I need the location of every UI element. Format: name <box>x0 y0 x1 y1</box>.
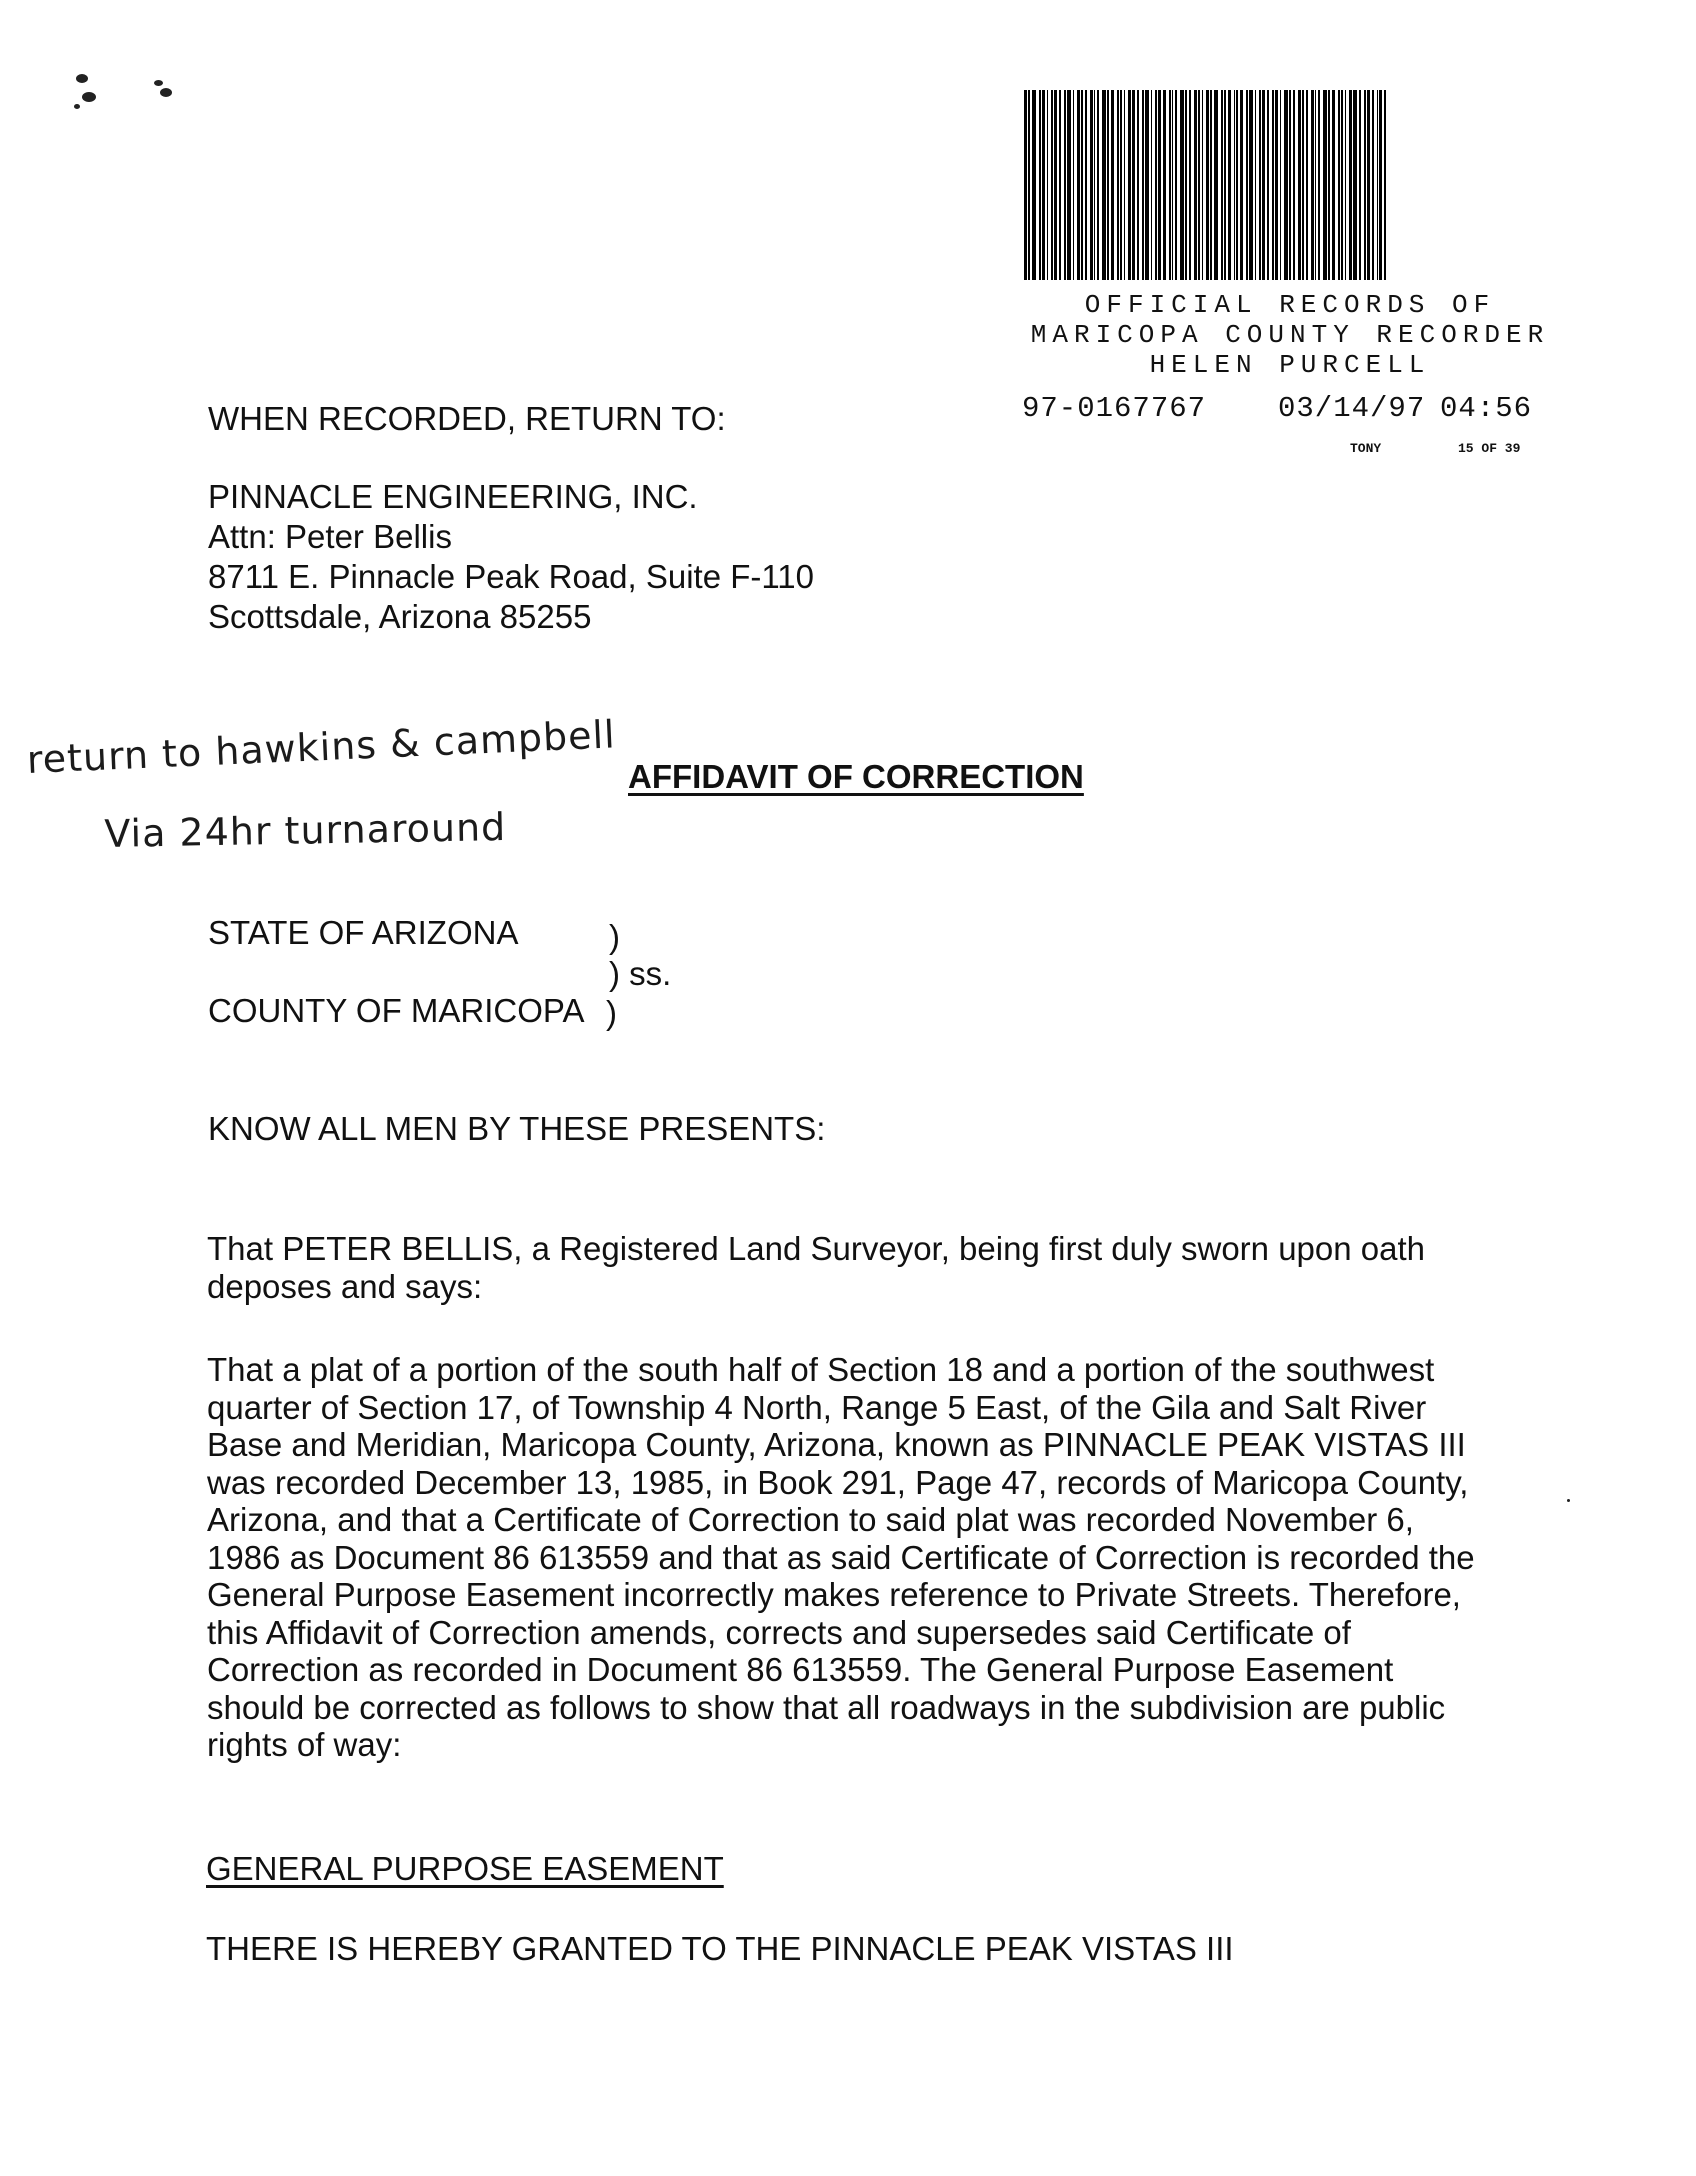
barcode-bar <box>1367 90 1370 280</box>
barcode-bar <box>1255 90 1256 280</box>
barcode-bar <box>1198 90 1200 280</box>
barcode-bar <box>1267 90 1269 280</box>
return-attn: Attn: Peter Bellis <box>208 518 452 555</box>
barcode-bar <box>1272 90 1274 280</box>
easement-text: THERE IS HEREBY GRANTED TO THE PINNACLE PEAK VISTAS III <box>206 1930 1234 1967</box>
barcode-bar <box>1349 90 1352 280</box>
barcode-bar <box>1054 90 1057 280</box>
barcode-bar <box>1085 90 1087 280</box>
paragraph-line: quarter of Section 17, of Township 4 North, Range 5 East, of the Gila and Salt River <box>207 1388 1427 1426</box>
return-city: Scottsdale, Arizona 85255 <box>208 598 592 635</box>
recorder-line-2: MARICOPA COUNTY RECORDER <box>1030 320 1550 350</box>
recorder-line-1: OFFICIAL RECORDS OF <box>1084 290 1496 320</box>
barcode-bar <box>1206 90 1209 280</box>
barcode-bar <box>1124 90 1125 280</box>
barcode-bar <box>1128 90 1131 280</box>
barcode-bar <box>1189 90 1191 280</box>
easement-heading: GENERAL PURPOSE EASEMENT <box>206 1850 724 1887</box>
barcode-bar <box>1275 90 1278 280</box>
barcode-bar <box>1311 90 1314 280</box>
barcode-bar <box>1172 90 1173 280</box>
barcode-bar <box>1246 90 1248 280</box>
recorder-line-3: HELEN PURCELL <box>1149 350 1431 380</box>
venue-paren-2: ) <box>606 994 617 1031</box>
barcode-bar <box>1145 90 1149 280</box>
barcode-bar <box>1194 90 1197 280</box>
barcode-bar <box>1359 90 1361 280</box>
barcode-bar <box>1051 90 1053 280</box>
barcode-bar <box>1059 90 1061 280</box>
barcode-bar <box>1298 90 1301 280</box>
barcode-bar <box>1077 90 1080 280</box>
barcode-bar <box>1353 90 1357 280</box>
scan-speck <box>76 74 88 83</box>
return-street: 8711 E. Pinnacle Peak Road, Suite F-110 <box>208 558 814 595</box>
barcode-bar <box>1185 90 1187 280</box>
barcode-bar <box>1328 90 1330 280</box>
paragraph-line: Arizona, and that a Certificate of Correction to said plat was recorded November 6, <box>207 1501 1414 1538</box>
barcode-bar <box>1377 90 1378 280</box>
paragraph-line: General Purpose Easement incorrectly makes reference to Private Streets. Therefore, <box>207 1576 1461 1613</box>
handwritten-note-turnaround: Via 24hr turnaround <box>104 804 507 856</box>
barcode-bar <box>1341 90 1343 280</box>
barcode-bar <box>1240 90 1243 280</box>
barcode-bar <box>1155 90 1157 280</box>
paragraph-line: That PETER BELLIS, a Registered Land Surveyor, being first duly sworn upon oath <box>207 1230 1426 1267</box>
recording-date: 03/14/97 <box>1278 392 1426 425</box>
barcode-bar <box>1107 90 1109 280</box>
recording-page-count: 15 OF 39 <box>1458 441 1521 456</box>
barcode-bar <box>1315 90 1316 280</box>
barcode-bar <box>1364 90 1366 280</box>
know-all-men-line: KNOW ALL MEN BY THESE PRESENTS: <box>208 1110 826 1147</box>
barcode-bar <box>1202 90 1203 280</box>
barcode-bar <box>1180 90 1184 280</box>
barcode-bar <box>1284 90 1288 280</box>
barcode-bar <box>1262 90 1265 280</box>
barcode-bar <box>1073 90 1074 280</box>
barcode-bar <box>1289 90 1291 280</box>
venue-state: STATE OF ARIZONA <box>208 914 519 951</box>
barcode-bar <box>1120 90 1122 280</box>
document-title: AFFIDAVIT OF CORRECTION <box>628 758 1084 795</box>
barcode-bar <box>1214 90 1218 280</box>
barcode-bar <box>1228 90 1231 280</box>
barcode-bar <box>1345 90 1346 280</box>
paragraph-line: rights of way: <box>207 1726 402 1763</box>
barcode-bar <box>1332 90 1335 280</box>
barcode-bar <box>1102 90 1106 280</box>
affiant-paragraph <box>207 1230 1507 1305</box>
recorder-barcode <box>1024 90 1560 280</box>
barcode-bar <box>1259 90 1261 280</box>
barcode-bar <box>1158 90 1161 280</box>
barcode-bar <box>1047 90 1048 280</box>
barcode-bar <box>1024 90 1027 280</box>
barcode-bar <box>1302 90 1304 280</box>
barcode-bar <box>1028 90 1030 280</box>
paragraph-line: should be corrected as follows to show that all roadways in the subdivision are public <box>207 1688 1446 1726</box>
paragraph-line: That a plat of a portion of the south half of Section 18 and a portion of the southwest <box>207 1351 1435 1388</box>
scan-speck <box>74 104 80 109</box>
barcode-bar <box>1039 90 1041 280</box>
paragraph-line: deposes and says: <box>207 1267 483 1305</box>
paragraph-line: 1986 as Document 86 613559 and that as said Certificate of Correction is recorded the <box>207 1538 1475 1576</box>
barcode-bar <box>1234 90 1235 280</box>
barcode-bar <box>1142 90 1144 280</box>
scan-speck <box>1567 1499 1570 1502</box>
paragraph-line: Correction as recorded in Document 86 613559. The General Purpose Easement <box>207 1651 1394 1688</box>
paragraph-line: Base and Meridian, Maricopa County, Arizona, known as PINNACLE PEAK VISTAS III <box>207 1426 1466 1463</box>
scan-speck <box>154 80 163 86</box>
barcode-bar <box>1318 90 1320 280</box>
return-to-heading: WHEN RECORDED, RETURN TO: <box>208 400 726 437</box>
handwritten-note-return: return to hawkins & campbell <box>26 712 617 782</box>
barcode-bar <box>1175 90 1177 280</box>
barcode-bar <box>1032 90 1036 280</box>
barcode-bar <box>1293 90 1295 280</box>
return-company: PINNACLE ENGINEERING, INC. <box>208 478 698 515</box>
barcode-bar <box>1163 90 1166 280</box>
barcode-bar <box>1372 90 1374 280</box>
barcode-bar <box>1249 90 1253 280</box>
paragraph-line: this Affidavit of Correction amends, corrects and supersedes said Certificate of <box>207 1613 1351 1651</box>
barcode-bar <box>1064 90 1066 280</box>
plat-paragraph <box>207 1351 1507 1764</box>
barcode-bar <box>1090 90 1093 280</box>
barcode-bar <box>1042 90 1045 280</box>
scan-speck <box>160 88 172 97</box>
barcode-bar <box>1280 90 1281 280</box>
barcode-bar <box>1117 90 1119 280</box>
barcode-bar <box>1097 90 1099 280</box>
barcode-bar <box>1221 90 1223 280</box>
barcode-bar <box>1081 90 1083 280</box>
scan-speck <box>82 92 96 102</box>
barcode-bar <box>1306 90 1308 280</box>
barcode-bar <box>1137 90 1139 280</box>
barcode-bar <box>1323 90 1327 280</box>
venue-paren-1: ) <box>609 918 620 955</box>
venue-county: COUNTY OF MARICOPA <box>208 992 585 1029</box>
barcode-bar <box>1338 90 1340 280</box>
barcode-bar <box>1210 90 1212 280</box>
barcode-bar <box>1224 90 1226 280</box>
barcode-bar <box>1169 90 1171 280</box>
barcode-bar <box>1111 90 1114 280</box>
recording-time: 04:56 <box>1440 392 1533 425</box>
barcode-bar <box>1236 90 1238 280</box>
barcode-bar <box>1067 90 1071 280</box>
barcode-bar <box>1132 90 1135 280</box>
venue-ss: ) ss. <box>609 955 672 992</box>
recording-number: 97-0167767 <box>1022 392 1207 425</box>
barcode-bar <box>1384 90 1386 280</box>
paragraph-line: was recorded December 13, 1985, in Book 291, Page 47, records of Maricopa County, <box>207 1463 1469 1501</box>
barcode-bar <box>1094 90 1095 280</box>
barcode-bar <box>1151 90 1152 280</box>
barcode-bar <box>1379 90 1382 280</box>
recording-clerk: TONY <box>1350 441 1382 456</box>
